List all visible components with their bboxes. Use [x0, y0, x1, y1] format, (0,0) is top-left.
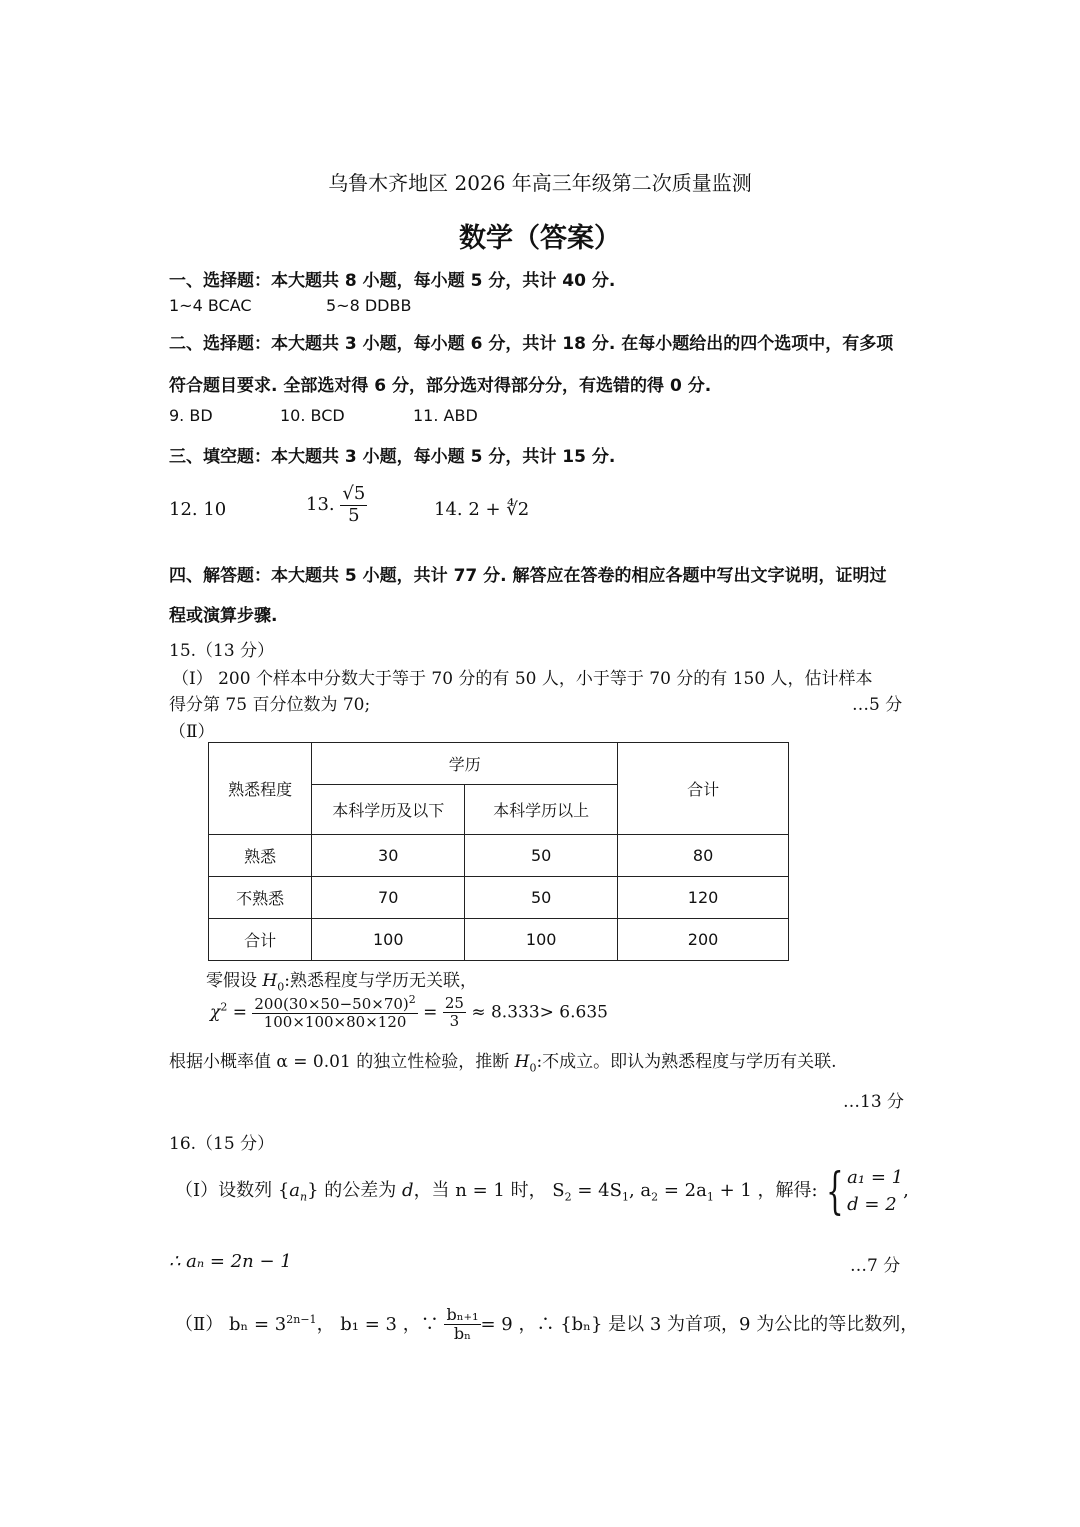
concl-subscript: 0 [529, 1061, 537, 1075]
answer-1-4: 1~4 BCAC [169, 296, 252, 315]
document-title: 乌鲁木齐地区 2026 年高三年级第二次质量监测 [328, 171, 752, 195]
q15-label: 15.（13 分） [169, 641, 275, 661]
q15-score-1: …5 分 [852, 695, 903, 715]
q16-result: ∴ aₙ = 2n − 1 [169, 1251, 292, 1272]
table-row [209, 835, 789, 877]
document-subtitle: 数学（答案） [459, 223, 621, 254]
row-label: 熟悉 [209, 835, 312, 877]
row-label: 合计 [209, 919, 312, 961]
chi-square-formula: $\chi^2$ = $\frac{200(30\times 50-50\times 70)^2}{100\times 100\times 80\times 120}$ = $\frac{25}{3}$ ≈ 8.333> 6.635 [210, 993, 608, 1032]
chi-simple-denominator: 3 [449, 1012, 460, 1031]
cell-total: 80 [618, 835, 789, 877]
hyp-subscript: 0 [277, 980, 285, 994]
chi-main-fraction [252, 994, 417, 1032]
table-row [209, 877, 789, 919]
answer-11: 11. ABD [413, 406, 478, 425]
cell-value: 50 [465, 877, 618, 919]
cell-value: 100 [465, 919, 618, 961]
answer-12: 12. 10 [169, 499, 227, 520]
answer-13-fraction [340, 484, 367, 526]
q15-part1-line2: 得分第 75 百分位数为 70; [169, 695, 371, 715]
answer-5-8: 5~8 DDBB [326, 296, 412, 315]
q15-score-2: …13 分 [843, 1092, 905, 1112]
concl-post: :不成立。即认为熟悉程度与学历有关联. [536, 1052, 837, 1072]
answer-13-label: 13. [306, 494, 335, 516]
table-header-education: 学历 [312, 743, 618, 785]
q16-label: 16.（15 分） [169, 1134, 275, 1154]
chi-exponent: 2 [220, 1000, 228, 1014]
chi-symbol: χ [210, 1002, 221, 1023]
q16-part2: （Ⅱ） $b_n = 3^{2n-1}$， b₁ = 3 ，∵ $\frac{\text{bₙ₊₁}}{\text{bₙ}}$ = 9 ，∴ {bₙ} 是以 3 为首项，9 为公比的等比数列， [175, 1305, 919, 1344]
answer-9: 9. BD [169, 406, 213, 425]
chi-simple-numerator: 25 [444, 994, 464, 1012]
cell-value: 70 [312, 877, 465, 919]
table-row [209, 919, 789, 961]
table-header-familiarity: 熟悉程度 [209, 743, 312, 835]
section-2-heading-line2: 符合题目要求. 全部选对得 6 分，部分选对得部分分，有选错的得 0 分. [169, 376, 712, 396]
section-2-heading-line1: 二、选择题：本大题共 3 小题，每小题 6 分，共计 18 分. 在每小题给出的四个选项中，有多项 [169, 334, 894, 354]
row-label: 不熟悉 [209, 877, 312, 919]
chi-result: ≈ 8.333> 6.635 [471, 1002, 608, 1023]
section-4-heading-line2: 程或演算步骤. [169, 606, 278, 626]
cell-value: 50 [465, 835, 618, 877]
q15-part2-label: （Ⅱ） [169, 722, 215, 742]
table-header-total: 合计 [618, 743, 789, 835]
section-3-heading: 三、填空题：本大题共 3 小题，每小题 5 分，共计 15 分. [169, 447, 616, 467]
hyp-post: :熟悉程度与学历无关联， [284, 971, 477, 991]
section-4-heading-line1: 四、解答题：本大题共 5 小题，共计 77 分. 解答应在答卷的相应各题中写出文字说明，证明过 [169, 566, 887, 586]
answer-13-numerator: √5 [342, 483, 366, 504]
ratio-fraction: $\frac{\text{bₙ₊₁}}{\text{bₙ}}$ [446, 1305, 479, 1344]
q15-conclusion [169, 1047, 837, 1074]
q15-part1-line1: （Ⅰ） 200 个样本中分数大于等于 70 分的有 50 人，小于等于 70 分的有 150 人，估计样本 [172, 669, 873, 689]
concl-symbol: H [514, 1052, 530, 1072]
equation-system: a₁ = 1 d = 2 [847, 1167, 904, 1215]
cell-value: 100 [312, 919, 465, 961]
cell-value: 30 [312, 835, 465, 877]
chi-simple-fraction [443, 995, 466, 1031]
answer-13 [306, 484, 367, 526]
answer-10: 10. BCD [280, 406, 345, 425]
answer-13-denominator: 5 [348, 504, 360, 526]
concl-pre: 根据小概率值 α = 0.01 的独立性检验，推断 [169, 1052, 515, 1072]
answer-14: 14. 2 + ∜2 [434, 499, 530, 520]
null-hypothesis [206, 966, 477, 993]
cell-total: 120 [618, 877, 789, 919]
q16-part1: （Ⅰ）设数列 $\{a_n\}$ 的公差为 d，当 n = 1 时， $S_2 = 4S_1$, $a_2 = 2a_1 + 1$ ，解得: { a₁ = 1 d = 2 , [175, 1162, 909, 1220]
contingency-table [208, 742, 789, 961]
cell-total: 200 [618, 919, 789, 961]
table-header-col2: 本科学历以上 [465, 785, 618, 835]
chi-numerator: $200(30\times 50-50\times 70)^2$ [254, 993, 416, 1013]
hyp-pre: 零假设 [206, 971, 263, 991]
hyp-symbol: H [262, 971, 278, 991]
table-header-col1: 本科学历及以下 [312, 785, 465, 835]
section-1-heading: 一、选择题：本大题共 8 小题，每小题 5 分，共计 40 分. [169, 271, 616, 291]
system-brace: { [826, 1162, 845, 1220]
chi-denominator: 100×100×80×120 [263, 1013, 407, 1032]
q16-score-1: …7 分 [850, 1256, 901, 1276]
